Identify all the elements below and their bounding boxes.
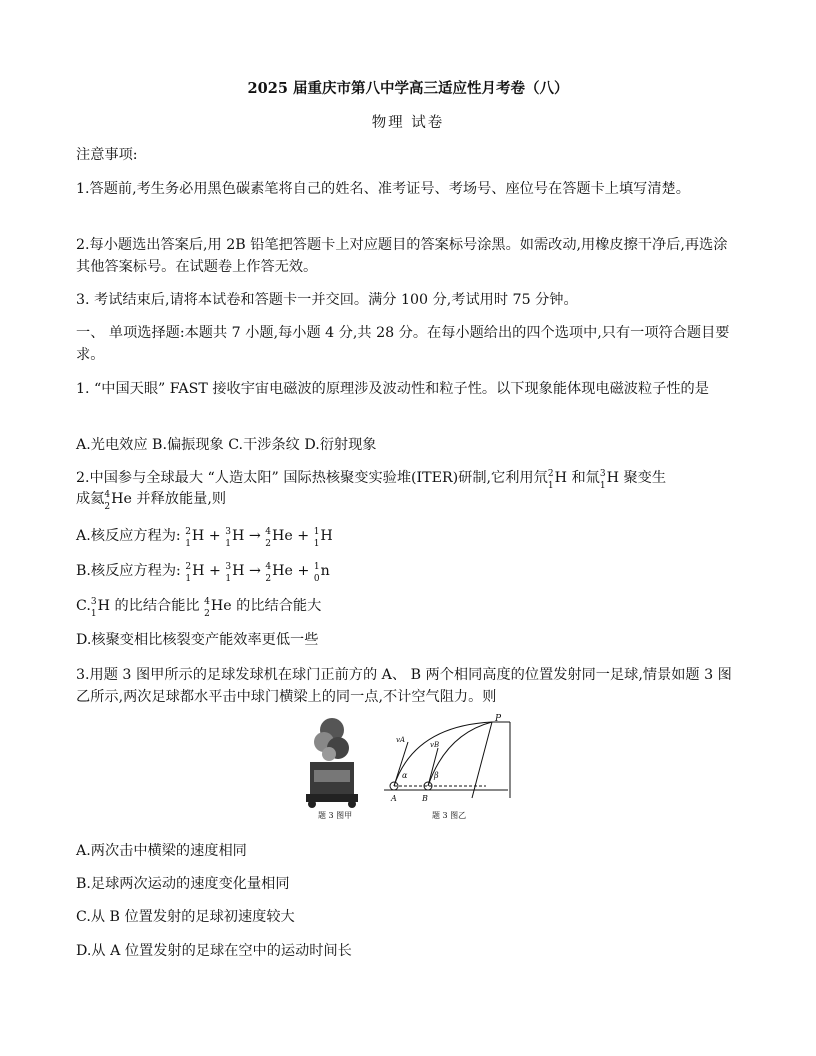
q1-stem: 1. “中国天眼” FAST 接收宇宙电磁波的原理涉及波动性和粒子性。以下现象能体现电磁波粒子性的是 [76,381,709,397]
q2-stem-e: 并释放能量,则 [136,491,227,507]
q2-stem-line2: 成氦 4 2 He 并释放能量,则 [76,490,227,512]
caption-right: 题 3 图乙 [432,811,467,820]
q3-option-a: A.两次击中横梁的速度相同 [76,843,247,859]
label-beta: β [434,771,439,780]
trajectory-diagram [384,722,510,798]
q2-option-a: A.核反应方程为: 2 1 H + 3 1 H → 4 2 He + 1 1 H [76,527,333,549]
exam-title: 2025 届重庆市第八中学高三适应性月考卷（八） [247,80,569,97]
note-3: 3. 考试结束后,请将本试卷和答题卡一并交回。满分 100 分,考试用时 75 分钟。 [76,292,578,308]
exam-subtitle: 物理 试卷 [371,115,445,131]
q1-options: A.光电效应 B.偏振现象 C.干涉条纹 D.衍射现象 [76,437,377,453]
q2-stem-line1: 2.中国参与全球最大 “人造太阳” 国际热核聚变实验堆(ITER)研制,它利用氘 2 1 H 和氚 3 1 H 聚变生 [76,469,667,491]
label-alpha: α [402,771,408,780]
q3-option-c: C.从 B 位置发射的足球初速度较大 [76,909,295,925]
caption-left: 题 3 图甲 [318,811,353,820]
q2-option-d: D.核聚变相比核裂变产能效率更低一些 [76,632,319,648]
q2-stem-d: 成氦 [76,491,105,507]
isotope-deuterium: 2 1 [547,469,554,491]
q2-stem-b: 和氚 [571,470,600,486]
label-p: P [495,714,502,724]
q3-stem: 3.用题 3 图甲所示的足球发球机在球门正前方的 A、 B 两个相同高度的位置发射同一足球,情景如题 3 图乙所示,两次足球都水平击中球门横梁上的同一点,不计空气阻力。则 [76,667,732,705]
isotope-tritium: 3 1 [599,469,606,491]
note-1: 1.答题前,考生务必用黑色碳素笔将自己的姓名、准考证号、考场号、座位号在答题卡上填写清楚。 [76,181,690,197]
label-a: A [391,794,397,803]
q3-option-b: B.足球两次运动的速度变化量相同 [76,876,290,892]
label-va: vA [396,736,406,744]
q2-stem-c: 聚变生 [623,470,667,486]
notes-heading: 注意事项: [76,147,138,163]
section-heading: 一、 单项选择题:本题共 7 小题,每小题 4 分,共 28 分。在每小题给出的四个选项中,只有一项符合题目要求。 [76,325,730,363]
label-b: B [422,794,428,803]
note-2: 2.每小题选出答案后,用 2B 铅笔把答题卡上对应题目的答案标号涂黑。如需改动,用橡皮擦干净后,再选涂其他答案标号。在试题卷上作答无效。 [76,237,728,275]
q3-figure [296,712,522,824]
q3-option-d: D.从 A 位置发射的足球在空中的运动时间长 [76,943,352,959]
q2-option-c: C. 3 1 H 的比结合能比 4 2 He 的比结合能大 [76,597,322,619]
q2-option-b: B.核反应方程为: 2 1 H + 3 1 H → 4 2 He + 1 0 n [76,562,330,584]
label-vb: vB [430,741,440,749]
ball-machine-illustration [306,718,358,808]
isotope-helium: 4 2 [104,490,111,512]
q2-stem-a: 2.中国参与全球最大 “人造太阳” 国际热核聚变实验堆(ITER)研制,它利用氘 [76,470,548,486]
